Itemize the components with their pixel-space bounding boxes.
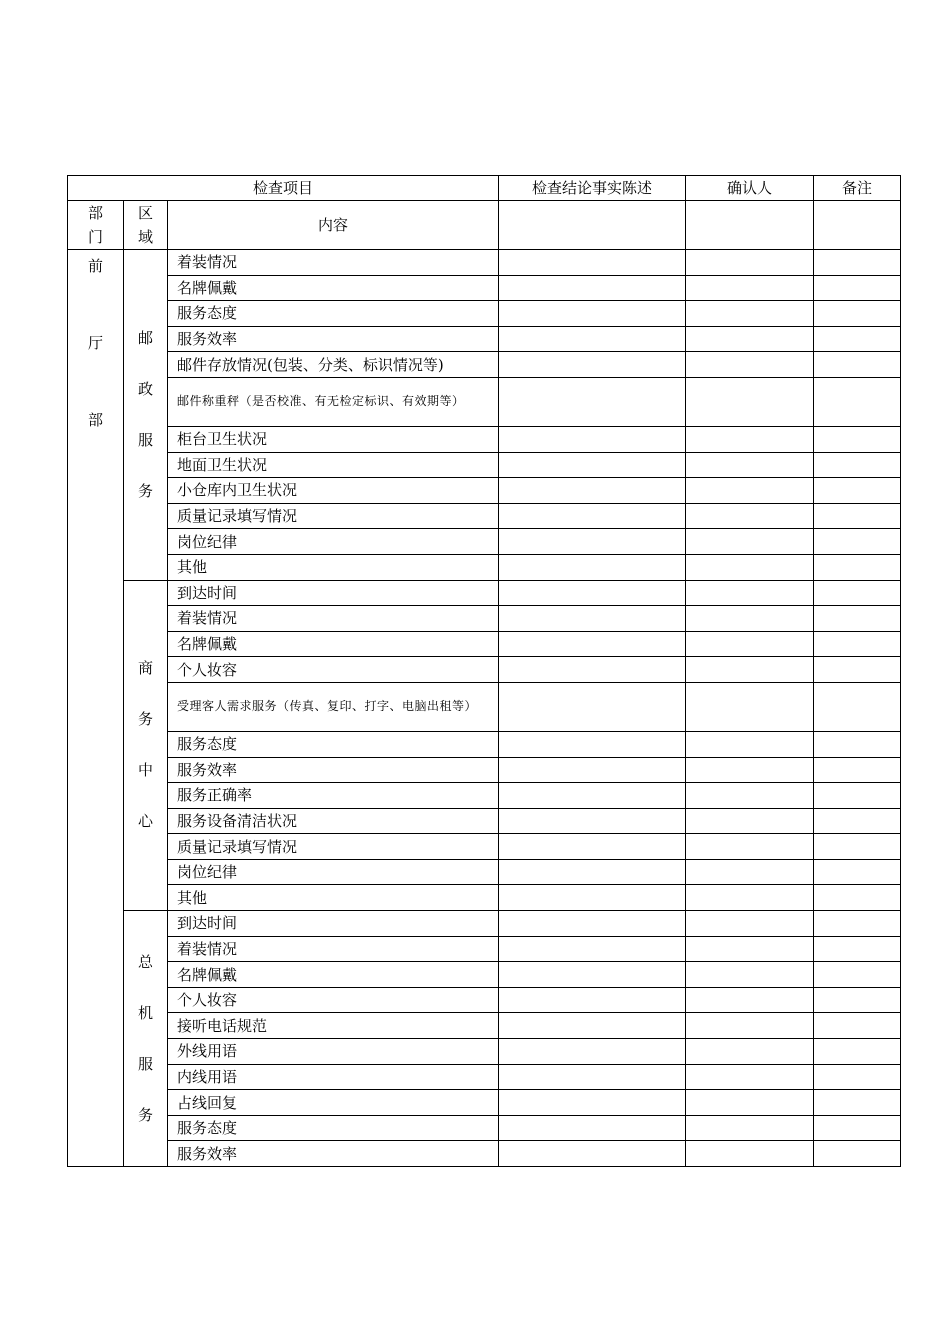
confirmer-cell[interactable] [686, 426, 814, 452]
confirmer-cell[interactable] [686, 275, 814, 301]
header-confirmer-cell[interactable] [686, 201, 814, 250]
table-row [68, 631, 901, 657]
confirmer-cell[interactable] [686, 352, 814, 378]
item-content: 柜台卫生状况 [168, 426, 499, 452]
item-content: 到达时间 [168, 580, 499, 606]
remark-cell[interactable] [814, 529, 901, 555]
finding-cell[interactable] [499, 554, 686, 580]
finding-cell[interactable] [499, 657, 686, 683]
remark-cell[interactable] [814, 275, 901, 301]
table-row [68, 682, 901, 731]
remark-cell[interactable] [814, 834, 901, 860]
finding-cell[interactable] [499, 377, 686, 426]
table-row [68, 1141, 901, 1167]
header-dept-char: 门 [87, 228, 103, 246]
finding-cell[interactable] [499, 962, 686, 988]
area-char: 政 [137, 379, 153, 398]
remark-cell[interactable] [814, 631, 901, 657]
area-char: 务 [137, 481, 153, 500]
finding-cell[interactable] [499, 757, 686, 783]
finding-cell[interactable] [499, 580, 686, 606]
header-remark-cell[interactable] [814, 201, 901, 250]
table-row [68, 554, 901, 580]
item-content: 着装情况 [168, 936, 499, 962]
finding-cell[interactable] [499, 1141, 686, 1167]
area-char: 务 [137, 710, 153, 729]
finding-cell[interactable] [499, 352, 686, 378]
finding-cell[interactable] [499, 529, 686, 555]
remark-cell[interactable] [814, 757, 901, 783]
area-cell [124, 911, 168, 1167]
confirmer-cell[interactable] [686, 936, 814, 962]
finding-cell[interactable] [499, 1115, 686, 1141]
header-dept-char: 部 [87, 204, 103, 222]
confirmer-cell[interactable] [686, 529, 814, 555]
confirmer-cell[interactable] [686, 250, 814, 276]
finding-cell[interactable] [499, 859, 686, 885]
remark-cell[interactable] [814, 478, 901, 504]
remark-cell[interactable] [814, 503, 901, 529]
table-row [68, 1115, 901, 1141]
area-char: 服 [137, 1054, 153, 1073]
finding-cell[interactable] [499, 682, 686, 731]
confirmer-cell[interactable] [686, 1064, 814, 1090]
remark-cell[interactable] [814, 859, 901, 885]
department-char: 部 [87, 411, 103, 429]
area-char: 中 [137, 761, 153, 780]
confirmer-cell[interactable] [686, 1090, 814, 1116]
item-content: 岗位纪律 [168, 859, 499, 885]
header-content: 内容 [168, 201, 499, 250]
remark-cell[interactable] [814, 783, 901, 809]
confirmer-cell[interactable] [686, 1039, 814, 1065]
remark-cell[interactable] [814, 426, 901, 452]
remark-cell[interactable] [814, 987, 901, 1013]
remark-cell[interactable] [814, 657, 901, 683]
area-cell [124, 580, 168, 911]
confirmer-cell[interactable] [686, 731, 814, 757]
item-content: 名牌佩戴 [168, 962, 499, 988]
inspection-table [67, 175, 901, 1167]
remark-cell[interactable] [814, 885, 901, 911]
table-row [68, 757, 901, 783]
remark-cell[interactable] [814, 377, 901, 426]
item-content: 地面卫生状况 [168, 452, 499, 478]
header-row-2 [68, 201, 901, 250]
confirmer-cell[interactable] [686, 757, 814, 783]
confirmer-cell[interactable] [686, 554, 814, 580]
item-content: 外线用语 [168, 1039, 499, 1065]
finding-cell[interactable] [499, 783, 686, 809]
confirmer-cell[interactable] [686, 326, 814, 352]
item-content: 服务设备清洁状况 [168, 808, 499, 834]
item-content: 小仓库内卫生状况 [168, 478, 499, 504]
header-area-char: 域 [137, 228, 153, 246]
finding-cell[interactable] [499, 275, 686, 301]
remark-cell[interactable] [814, 808, 901, 834]
header-area [124, 201, 168, 250]
table-row [68, 936, 901, 962]
area-cell [124, 250, 168, 581]
table-row [68, 250, 901, 276]
confirmer-cell[interactable] [686, 783, 814, 809]
item-content: 到达时间 [168, 911, 499, 937]
finding-cell[interactable] [499, 503, 686, 529]
item-content: 服务态度 [168, 301, 499, 327]
remark-cell[interactable] [814, 301, 901, 327]
remark-cell[interactable] [814, 962, 901, 988]
table-row [68, 529, 901, 555]
area-char: 商 [137, 659, 153, 678]
item-content: 内线用语 [168, 1064, 499, 1090]
finding-cell[interactable] [499, 452, 686, 478]
finding-cell[interactable] [499, 301, 686, 327]
finding-cell[interactable] [499, 911, 686, 937]
table-row [68, 885, 901, 911]
table-row [68, 911, 901, 937]
confirmer-cell[interactable] [686, 834, 814, 860]
table-row [68, 301, 901, 327]
table-row [68, 1090, 901, 1116]
table-row [68, 275, 901, 301]
finding-cell[interactable] [499, 1064, 686, 1090]
table-row [68, 452, 901, 478]
confirmer-cell[interactable] [686, 859, 814, 885]
finding-cell[interactable] [499, 250, 686, 276]
confirmer-cell[interactable] [686, 1141, 814, 1167]
item-content: 邮件称重秤（是否校准、有无检定标识、有效期等） [168, 377, 499, 426]
remark-cell[interactable] [814, 452, 901, 478]
header-finding: 检查结论事实陈述 [499, 176, 686, 201]
finding-cell[interactable] [499, 631, 686, 657]
header-area-char: 区 [137, 204, 153, 222]
table-row [68, 326, 901, 352]
remark-cell[interactable] [814, 1013, 901, 1039]
item-content: 接听电话规范 [168, 1013, 499, 1039]
item-content: 服务效率 [168, 1141, 499, 1167]
table-row [68, 987, 901, 1013]
finding-cell[interactable] [499, 834, 686, 860]
finding-cell[interactable] [499, 426, 686, 452]
item-content: 受理客人需求服务（传真、复印、打字、电脑出租等） [168, 682, 499, 731]
confirmer-cell[interactable] [686, 377, 814, 426]
finding-cell[interactable] [499, 606, 686, 632]
table-row [68, 1064, 901, 1090]
header-finding-cell[interactable] [499, 201, 686, 250]
confirmer-cell[interactable] [686, 631, 814, 657]
table-row [68, 731, 901, 757]
finding-cell[interactable] [499, 1090, 686, 1116]
header-confirmer: 确认人 [686, 176, 814, 201]
remark-cell[interactable] [814, 911, 901, 937]
remark-cell[interactable] [814, 1090, 901, 1116]
item-content: 邮件存放情况(包装、分类、标识情况等) [168, 352, 499, 378]
confirmer-cell[interactable] [686, 962, 814, 988]
header-row-1 [68, 176, 901, 201]
table-row [68, 808, 901, 834]
finding-cell[interactable] [499, 987, 686, 1013]
confirmer-cell[interactable] [686, 580, 814, 606]
remark-cell[interactable] [814, 936, 901, 962]
finding-cell[interactable] [499, 731, 686, 757]
item-content: 服务态度 [168, 731, 499, 757]
finding-cell[interactable] [499, 1013, 686, 1039]
finding-cell[interactable] [499, 1039, 686, 1065]
area-char: 务 [137, 1105, 153, 1124]
table-row [68, 1039, 901, 1065]
department-cell [68, 250, 124, 1167]
header-remark: 备注 [814, 176, 901, 201]
remark-cell[interactable] [814, 250, 901, 276]
item-content: 岗位纪律 [168, 529, 499, 555]
item-content: 服务效率 [168, 757, 499, 783]
area-char: 心 [137, 812, 153, 831]
remark-cell[interactable] [814, 1039, 901, 1065]
table-row [68, 859, 901, 885]
item-content: 个人妆容 [168, 657, 499, 683]
confirmer-cell[interactable] [686, 657, 814, 683]
item-content: 其他 [168, 885, 499, 911]
finding-cell[interactable] [499, 936, 686, 962]
remark-cell[interactable] [814, 554, 901, 580]
table-row [68, 657, 901, 683]
remark-cell[interactable] [814, 682, 901, 731]
confirmer-cell[interactable] [686, 987, 814, 1013]
confirmer-cell[interactable] [686, 1115, 814, 1141]
table-row [68, 606, 901, 632]
table-row [68, 580, 901, 606]
area-char: 机 [137, 1003, 153, 1022]
item-content: 名牌佩戴 [168, 631, 499, 657]
confirmer-cell[interactable] [686, 301, 814, 327]
item-content: 着装情况 [168, 250, 499, 276]
item-content: 服务态度 [168, 1115, 499, 1141]
confirmer-cell[interactable] [686, 911, 814, 937]
confirmer-cell[interactable] [686, 885, 814, 911]
item-content: 其他 [168, 554, 499, 580]
item-content: 着装情况 [168, 606, 499, 632]
area-char: 邮 [137, 328, 153, 347]
finding-cell[interactable] [499, 326, 686, 352]
finding-cell[interactable] [499, 808, 686, 834]
item-content: 质量记录填写情况 [168, 503, 499, 529]
item-content: 服务效率 [168, 326, 499, 352]
finding-cell[interactable] [499, 885, 686, 911]
area-char: 服 [137, 430, 153, 449]
remark-cell[interactable] [814, 580, 901, 606]
table-row [68, 503, 901, 529]
header-inspection-item: 检查项目 [68, 176, 499, 201]
finding-cell[interactable] [499, 478, 686, 504]
table-row [68, 783, 901, 809]
remark-cell[interactable] [814, 606, 901, 632]
department-char: 前 [87, 257, 103, 275]
table-row [68, 1013, 901, 1039]
header-dept [68, 201, 124, 250]
remark-cell[interactable] [814, 731, 901, 757]
table-row [68, 962, 901, 988]
table-row [68, 478, 901, 504]
table-row [68, 352, 901, 378]
remark-cell[interactable] [814, 1141, 901, 1167]
confirmer-cell[interactable] [686, 606, 814, 632]
confirmer-cell[interactable] [686, 808, 814, 834]
confirmer-cell[interactable] [686, 503, 814, 529]
area-char: 总 [137, 952, 153, 971]
confirmer-cell[interactable] [686, 478, 814, 504]
confirmer-cell[interactable] [686, 682, 814, 731]
table-row [68, 377, 901, 426]
remark-cell[interactable] [814, 1064, 901, 1090]
confirmer-cell[interactable] [686, 452, 814, 478]
item-content: 服务正确率 [168, 783, 499, 809]
remark-cell[interactable] [814, 352, 901, 378]
item-content: 名牌佩戴 [168, 275, 499, 301]
item-content: 占线回复 [168, 1090, 499, 1116]
table-row [68, 834, 901, 860]
confirmer-cell[interactable] [686, 1013, 814, 1039]
department-char: 厅 [87, 334, 103, 352]
remark-cell[interactable] [814, 326, 901, 352]
remark-cell[interactable] [814, 1115, 901, 1141]
item-content: 质量记录填写情况 [168, 834, 499, 860]
table-row [68, 426, 901, 452]
item-content: 个人妆容 [168, 987, 499, 1013]
